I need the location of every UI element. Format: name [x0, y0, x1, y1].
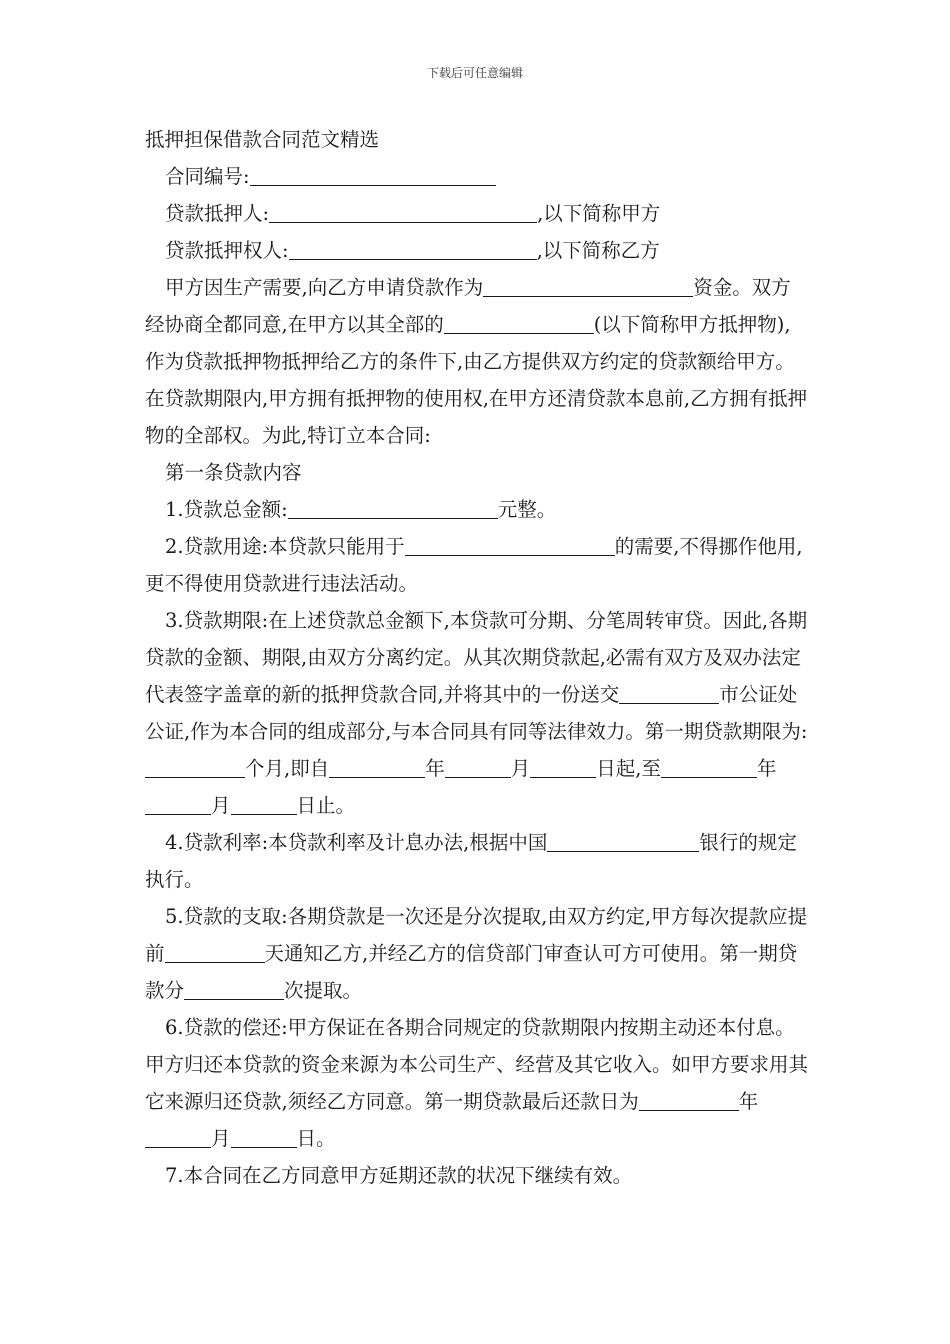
item-4-text-b: 银行的规定执行。 — [145, 831, 797, 891]
article-1-heading: 第一条贷款内容 — [165, 461, 302, 484]
contract-number-blank[interactable] — [250, 163, 496, 186]
mortgagor-line — [145, 195, 810, 232]
item-2-text-a: 2.贷款用途:本贷款只能用于 — [165, 535, 405, 558]
item-3-text-e: 月 — [510, 757, 531, 780]
loan-use-blank[interactable] — [405, 533, 615, 556]
item-3-text-h: 月 — [211, 794, 231, 817]
end-day-blank[interactable] — [231, 792, 297, 815]
item-4 — [145, 824, 810, 898]
item-5 — [145, 898, 810, 1009]
item-3-text-d: 年 — [425, 757, 445, 780]
item-4-text-a: 4.贷款利率:本贷款利率及计息办法,根据中国 — [165, 831, 548, 854]
fund-purpose-blank[interactable] — [483, 274, 693, 297]
item-6-text-b: 年 — [738, 1090, 759, 1113]
mortgagee-line — [145, 232, 810, 269]
item-2 — [145, 528, 810, 602]
mortgagor-suffix: ,以下简称甲方 — [537, 202, 661, 225]
preamble-text-c: (以下简称甲方抵押物),作为贷款抵押物抵押给乙方的条件下,由乙方提供双方约定的贷款额给甲方。在贷款期限内,甲方拥有抵押物的使用权,在甲方还清贷款本息前,乙方拥有抵押物的全部权。为此,特订立本合同: — [145, 313, 808, 447]
repay-day-blank[interactable] — [231, 1125, 297, 1148]
item-7: 7.本合同在乙方同意甲方延期还款的状况下继续有效。 — [165, 1164, 633, 1187]
end-month-blank[interactable] — [145, 792, 211, 815]
document-title: 抵押担保借款合同范文精选 — [145, 128, 380, 151]
item-6-text-a: 6.贷款的偿还:甲方保证在各期合同规定的贷款期限内按期主动还本付息。甲方归还本贷款的资金来源为本公司生产、经营及其它收入。如甲方要求用其它来源归还贷款,须经乙方同意。第一期贷款最后还款日为 — [145, 1016, 809, 1113]
total-amount-blank[interactable] — [288, 496, 498, 519]
item-1-text-a: 1.贷款总金额: — [165, 498, 288, 521]
contract-number-line — [145, 158, 810, 195]
mortgagee-suffix: ,以下简称乙方 — [536, 239, 660, 262]
term-months-blank[interactable] — [145, 755, 245, 778]
start-year-blank[interactable] — [329, 755, 425, 778]
preamble-paragraph — [145, 269, 810, 454]
item-1-text-b: 元整。 — [497, 498, 557, 521]
item-5-text-c: 次提取。 — [284, 979, 363, 1002]
preamble-text-b: 资金。双方经协商全都同意,在甲方以其全部的 — [145, 276, 791, 336]
collateral-blank[interactable] — [444, 311, 594, 334]
item-3-text-f: 日起,至 — [596, 757, 661, 780]
repay-month-blank[interactable] — [145, 1125, 211, 1148]
item-5-text-a: 5.贷款的支取:各期贷款是一次还是分次提取,由双方约定,甲方每次提款应提前 — [145, 905, 808, 965]
contract-body — [145, 121, 810, 1194]
item-3-text-g: 年 — [756, 757, 777, 780]
item-6 — [145, 1009, 810, 1157]
item-3-text-c: 个月,即自 — [245, 757, 330, 780]
item-2-text-b: 的需要,不得挪作他用,更不得使用贷款进行违法活动。 — [145, 535, 803, 595]
item-1 — [145, 491, 810, 528]
item-3-text-i: 日止。 — [296, 794, 356, 817]
mortgagee-label: 贷款抵押权人: — [165, 239, 289, 262]
mortgagor-blank[interactable] — [269, 200, 537, 223]
mortgagor-label: 贷款抵押人: — [165, 202, 270, 225]
item-6-text-d: 日。 — [296, 1127, 336, 1150]
preamble-text-a: 甲方因生产需要,向乙方申请贷款作为 — [165, 276, 484, 299]
start-day-blank[interactable] — [530, 755, 596, 778]
notice-days-blank[interactable] — [165, 940, 265, 963]
end-year-blank[interactable] — [661, 755, 757, 778]
bank-name-blank[interactable] — [547, 829, 699, 852]
item-3-text-a: 3.贷款期限:在上述贷款总金额下,本贷款可分期、分笔周转审贷。因此,各期贷款的金额、期限,由双方分离约定。从其次期贷款起,必需有双方及双办法定代表签字盖章的新的抵押贷款合同,并将其中的一份送交 — [145, 609, 808, 706]
start-month-blank[interactable] — [445, 755, 511, 778]
notary-city-blank[interactable] — [619, 681, 719, 704]
item-6-text-c: 月 — [211, 1127, 231, 1150]
mortgagee-blank[interactable] — [289, 237, 537, 260]
item-5-text-b: 天通知乙方,并经乙方的信贷部门审查认可方可使用。第一期贷款分 — [145, 942, 798, 1002]
page-header: 下载后可任意编辑 — [426, 66, 523, 80]
repay-year-blank[interactable] — [639, 1088, 739, 1111]
item-3-text-b: 市公证处公证,作为本合同的组成部分,与本合同具有同等法律效力。第一期贷款期限为: — [145, 683, 808, 743]
withdrawal-count-blank[interactable] — [184, 977, 284, 1000]
item-3 — [145, 602, 810, 824]
contract-number-label: 合同编号: — [165, 165, 250, 188]
